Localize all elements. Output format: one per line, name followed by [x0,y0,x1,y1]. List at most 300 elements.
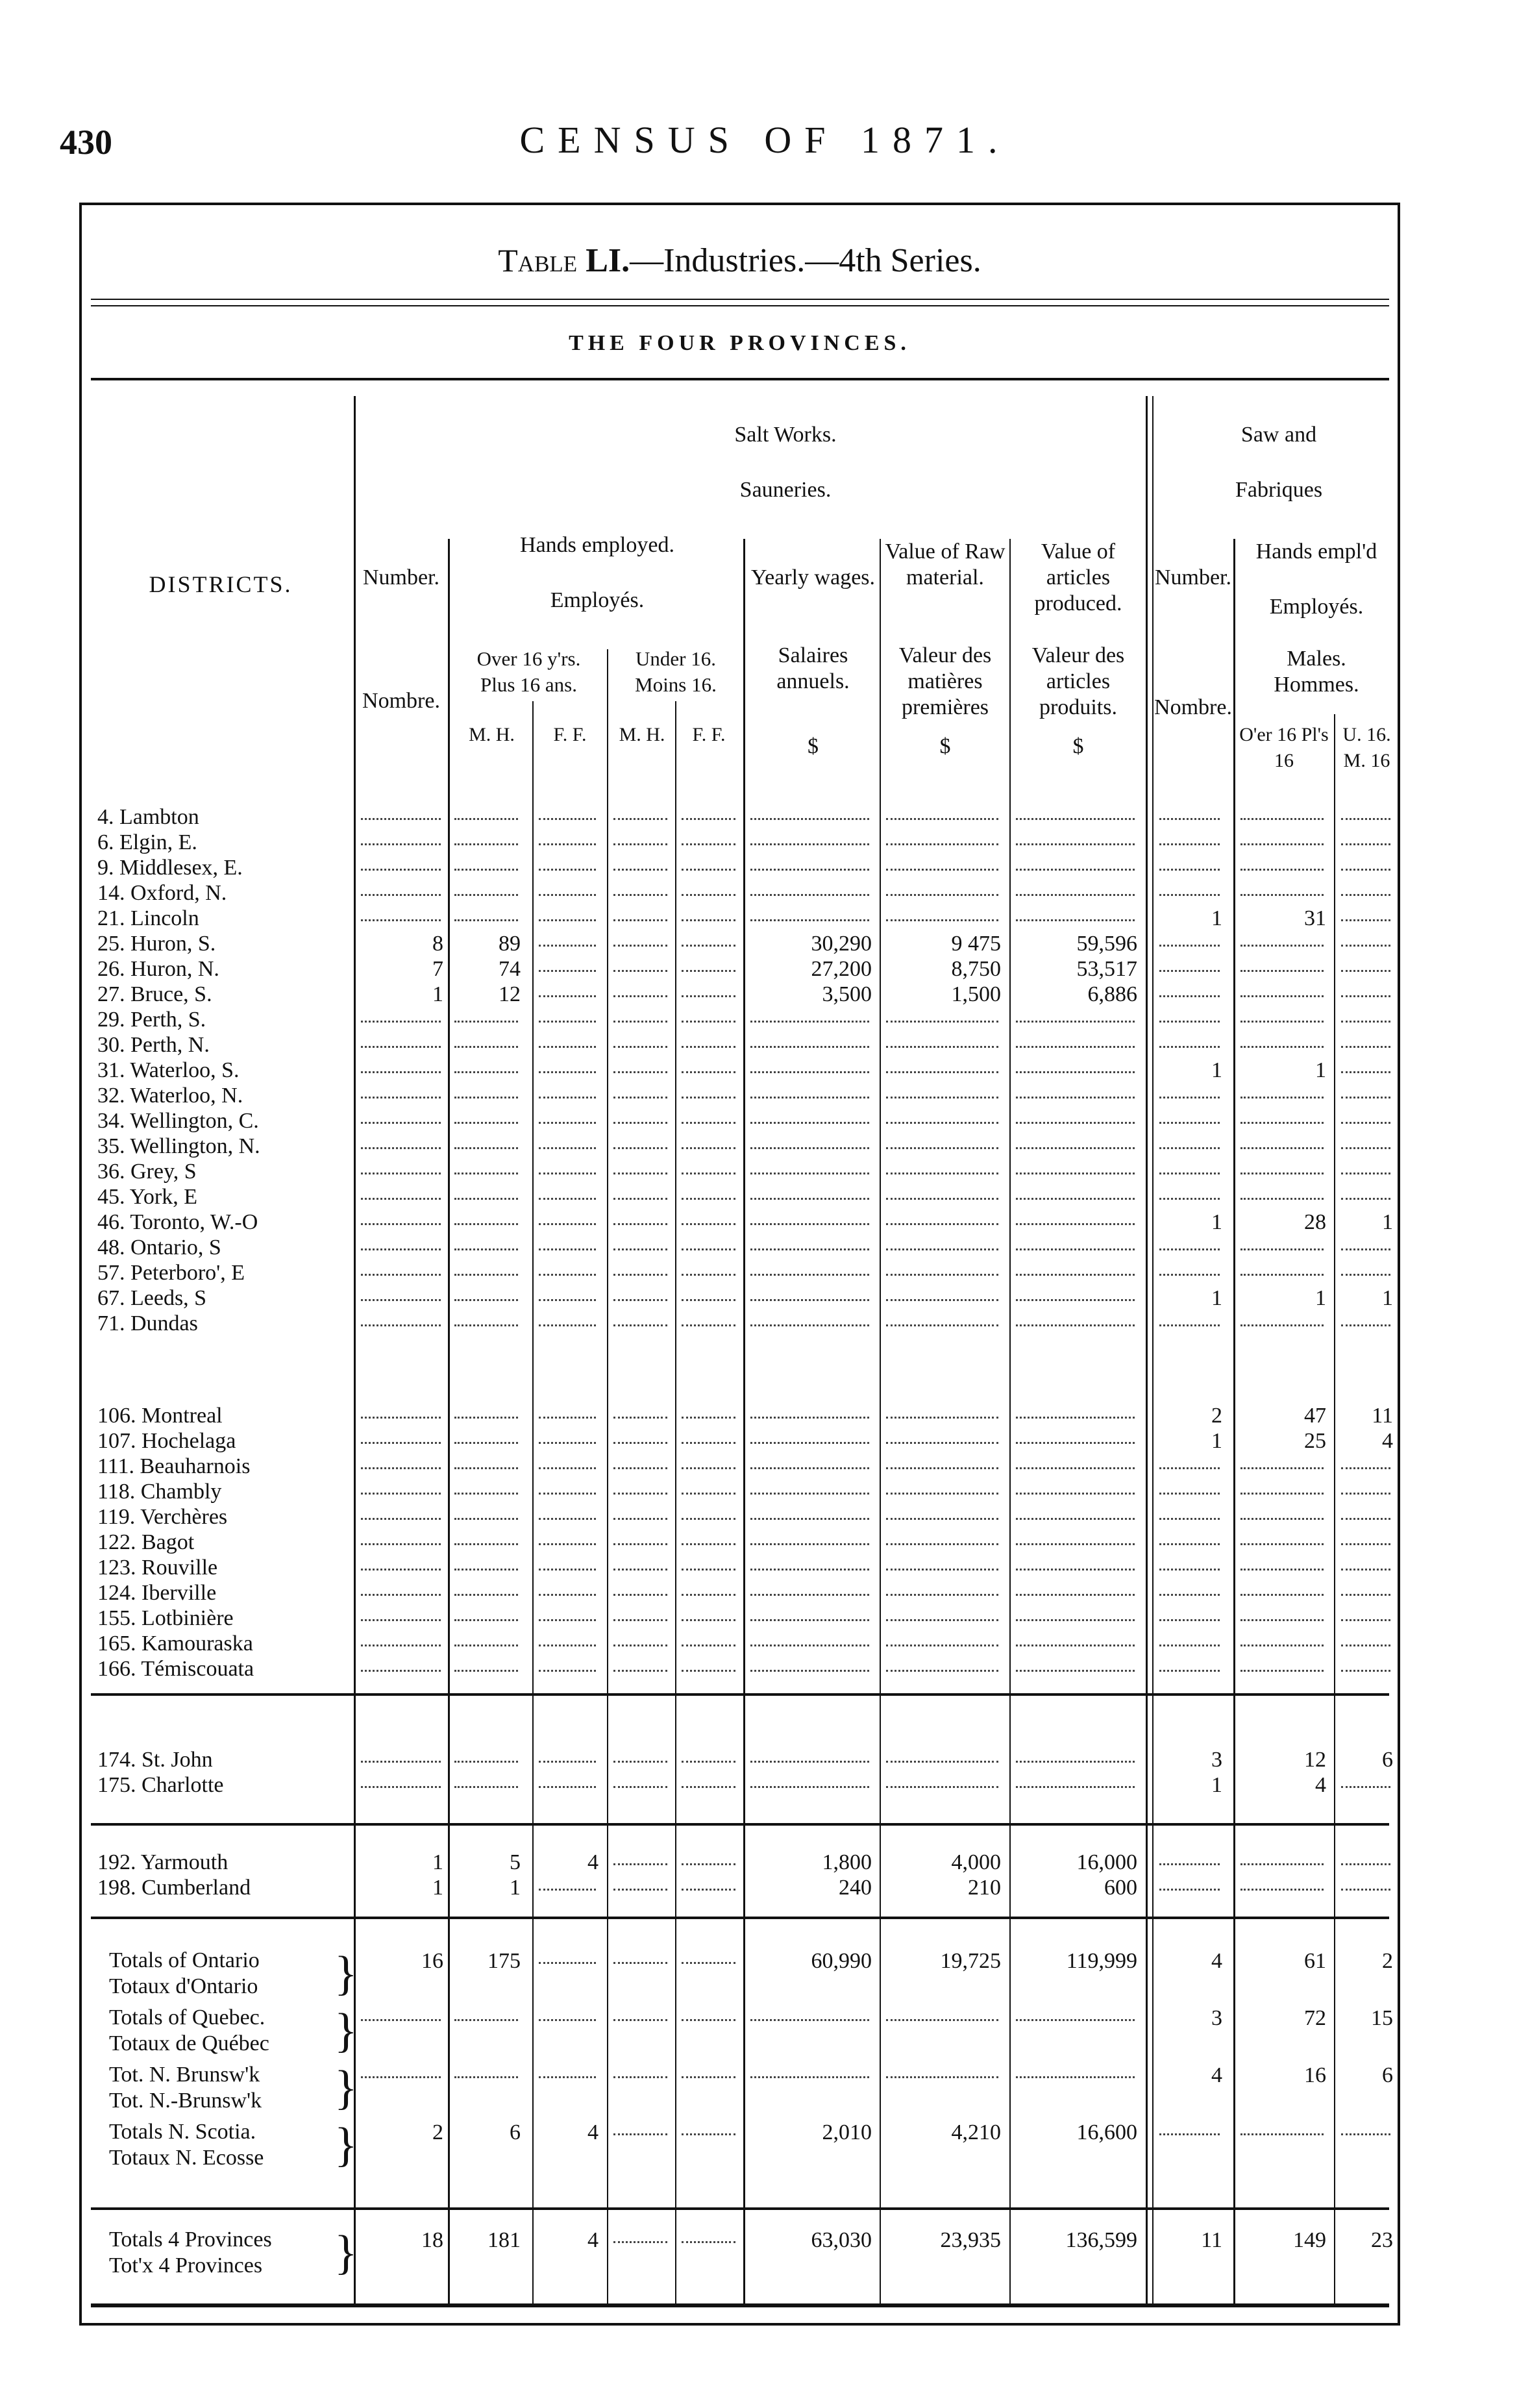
leader-dots [539,2005,596,2021]
leader-dots [1159,880,1220,896]
leader-dots [886,1772,998,1788]
leader-dots [1240,1260,1324,1276]
cell-sn: 4 [1211,1949,1222,1973]
leader-dots [1159,1554,1220,1570]
district-name: 34. Wellington, C. [97,1109,259,1133]
cell-mh: 5 [510,1850,521,1874]
leader-dots [1016,1158,1135,1174]
cell-prod: 16,600 [1076,2120,1137,2144]
leader-dots [1341,829,1390,845]
leader-dots [750,1057,869,1073]
leader-dots [613,1580,667,1596]
leader-dots [750,905,869,921]
table-row [0,930,1530,958]
cell-mh: 74 [499,957,521,981]
district-name: 26. Huron, N. [97,957,219,981]
leader-dots [454,1285,518,1301]
leader-dots [750,1580,869,1596]
leader-dots [1016,1082,1135,1098]
leader-dots [613,1605,667,1621]
district-name: 107. Hochelaga [97,1429,236,1453]
leader-dots [454,1133,518,1149]
leader-dots [1159,2119,1220,2135]
leader-dots [454,854,518,871]
district-name: 166. Témiscouata [97,1657,254,1681]
table-row [0,1656,1530,1683]
cell-mh: 12 [499,982,521,1006]
leader-dots [1341,930,1390,947]
table-row [0,1032,1530,1059]
leader-dots [539,880,596,896]
leader-dots [1240,1849,1324,1865]
leader-dots [1240,1874,1324,1891]
leader-dots [454,1656,518,1672]
cell-so: 61 [1304,1949,1326,1973]
salt-works-header: Salt Works. [734,423,837,447]
table-row [0,1529,1530,1556]
leader-dots [1240,880,1324,896]
cell-n: 7 [432,957,443,981]
district-name: 175. Charlotte [97,1773,224,1797]
table-row [0,1746,1530,1774]
cell-wages: 1,800 [822,1850,872,1874]
district-name: 31. Waterloo, S. [97,1058,240,1082]
leader-dots [682,1874,735,1891]
leader-dots [886,1108,998,1124]
leader-dots [1240,1006,1324,1023]
leader-dots [539,1057,596,1073]
leader-dots [682,1260,735,1276]
cell-su: 4 [1382,1429,1393,1453]
leader-dots [613,2062,667,2078]
leader-dots [539,1453,596,1469]
leader-dots [361,1006,441,1023]
leader-dots [539,1504,596,1520]
cell-so: 149 [1293,2228,1326,2252]
leader-dots [1341,1108,1390,1124]
leader-dots [613,981,667,997]
totals-label: Totals of Ontario Totaux d'Ontario [109,1948,260,1998]
leader-dots [539,1580,596,1596]
table-row [0,1006,1530,1034]
cell-su: 11 [1372,1404,1393,1428]
cell-su: 1 [1382,1286,1393,1310]
salaires-header: Salaires annuels. [776,643,850,693]
leader-dots [682,1158,735,1174]
leader-dots [886,1504,998,1520]
leader-dots [1016,1630,1135,1646]
hands-header: Hands employed. [520,533,674,557]
leader-dots [454,1746,518,1763]
leader-dots [1016,1032,1135,1048]
leader-dots [1341,1529,1390,1545]
ff-header: F. F. [553,724,587,745]
cell-wages: 2,010 [822,2120,872,2144]
leader-dots [361,1746,441,1763]
employes-header: Employés. [550,588,645,612]
table-row [0,829,1530,856]
leader-dots [539,854,596,871]
leader-dots [682,1082,735,1098]
leader-dots [1240,1234,1324,1250]
table-row [0,1605,1530,1632]
cell-su: 2 [1382,1949,1393,1973]
cell-su: 6 [1382,2063,1393,2087]
leader-dots [750,1260,869,1276]
leader-dots [682,1234,735,1250]
cell-so: 1 [1315,1286,1326,1310]
district-name: 14. Oxford, N. [97,881,227,905]
district-name: 57. Peterboro', E [97,1261,245,1285]
leader-dots [1016,2005,1135,2021]
table-row [0,956,1530,983]
dollar-wages: $ [808,734,819,758]
leader-dots [454,804,518,820]
mh2-header: M. H. [619,724,665,745]
leader-dots [1159,1656,1220,1672]
leader-dots [682,1057,735,1073]
leader-dots [682,905,735,921]
brace-glyph: } [334,2226,358,2279]
cell-sn: 1 [1211,1429,1222,1453]
district-name: 35. Wellington, N. [97,1134,260,1158]
leader-dots [539,1428,596,1444]
cell-prod: 16,000 [1076,1850,1137,1874]
dollar-raw: $ [939,734,951,758]
leader-dots [1016,1260,1135,1276]
leader-dots [1240,1656,1324,1672]
leader-dots [886,1184,998,1200]
leader-dots [1341,905,1390,921]
leader-dots [1159,956,1220,972]
totals-row [0,2119,1530,2171]
totals-label: Tot. N. Brunsw'k Tot. N.-Brunsw'k [109,2063,262,2113]
cell-sn: 1 [1211,1773,1222,1797]
leader-dots [1159,829,1220,845]
table-row [0,1209,1530,1236]
leader-dots [361,1158,441,1174]
cell-wages: 3,500 [822,982,872,1006]
cell-n: 1 [432,1850,443,1874]
leader-dots [1159,1032,1220,1048]
leader-dots [613,1032,667,1048]
leader-dots [1240,1184,1324,1200]
district-name: 67. Leeds, S [97,1286,207,1310]
leader-dots [682,1184,735,1200]
leader-dots [1016,1453,1135,1469]
district-name: 9. Middlesex, E. [97,856,243,880]
saw-header: Saw and [1240,423,1317,447]
leader-dots [886,1310,998,1326]
leader-dots [1159,1874,1220,1891]
leader-dots [1016,1234,1135,1250]
leader-dots [613,829,667,845]
nombre-header: Nombre. [362,689,440,713]
leader-dots [682,1402,735,1419]
leader-dots [1159,1260,1220,1276]
district-name: 6. Elgin, E. [97,830,197,854]
cell-ff: 4 [587,2120,598,2144]
leader-dots [886,804,998,820]
leader-dots [454,1158,518,1174]
leader-dots [886,1428,998,1444]
leader-dots [361,1209,441,1225]
leader-dots [1159,1082,1220,1098]
leader-dots [1240,1082,1324,1098]
leader-dots [361,1310,441,1326]
district-name: 192. Yarmouth [97,1850,228,1874]
leader-dots [361,1234,441,1250]
cell-sn: 2 [1211,1404,1222,1428]
leader-dots [1341,956,1390,972]
leader-dots [361,1504,441,1520]
leader-dots [613,1428,667,1444]
leader-dots [454,1260,518,1276]
leader-dots [682,2062,735,2078]
cell-wages: 63,030 [811,2228,872,2252]
rule [91,305,1389,306]
leader-dots [1159,930,1220,947]
table-row [0,1285,1530,1312]
leader-dots [1159,1580,1220,1596]
leader-dots [1341,1082,1390,1098]
leader-dots [1240,981,1324,997]
brace-glyph: } [334,2061,358,2115]
district-name: 46. Toronto, W.-O [97,1210,258,1234]
leader-dots [1159,1504,1220,1520]
leader-dots [750,1209,869,1225]
cell-prod: 59,596 [1076,932,1137,956]
leader-dots [613,1849,667,1865]
district-name: 25. Huron, S. [97,932,216,956]
leader-dots [1240,1453,1324,1469]
district-name: 45. York, E [97,1185,197,1209]
leader-dots [613,1402,667,1419]
leader-dots [682,1285,735,1301]
leader-dots [1159,1310,1220,1326]
leader-dots [682,1478,735,1495]
table-row [0,1057,1530,1084]
leader-dots [454,1630,518,1646]
leader-dots [1240,1529,1324,1545]
leader-dots [750,1504,869,1520]
leader-dots [613,1478,667,1495]
leader-dots [361,1057,441,1073]
table-row [0,1158,1530,1185]
leader-dots [1016,2062,1135,2078]
leader-dots [1240,956,1324,972]
leader-dots [539,1605,596,1621]
leader-dots [1016,1428,1135,1444]
table-title: Table LI.—Industries.—4th Series. [498,242,981,279]
district-name: 198. Cumberland [97,1876,251,1900]
leader-dots [682,1948,735,1964]
cell-n: 1 [432,982,443,1006]
cell-mh: 175 [487,1949,521,1973]
leader-dots [1341,2119,1390,2135]
cell-sn: 3 [1211,2006,1222,2030]
leader-dots [750,1656,869,1672]
table-row [0,1402,1530,1430]
saw-over16-header: O'er 16 Pl's 16 [1239,724,1329,771]
leader-dots [361,1032,441,1048]
district-name: 123. Rouville [97,1556,218,1580]
leader-dots [361,1554,441,1570]
district-name: 29. Perth, S. [97,1008,206,1032]
cell-su: 6 [1382,1748,1393,1772]
leader-dots [361,1260,441,1276]
leader-dots [539,981,596,997]
leader-dots [1159,1006,1220,1023]
cell-prod: 119,999 [1066,1949,1137,1973]
rule [91,2303,1389,2307]
leader-dots [1341,854,1390,871]
leader-dots [1159,804,1220,820]
cell-prod: 6,886 [1087,982,1137,1006]
leader-dots [613,1133,667,1149]
cell-wages: 27,200 [811,957,872,981]
totals-row [0,2005,1530,2057]
leader-dots [750,2062,869,2078]
leader-dots [886,1554,998,1570]
leader-dots [886,1580,998,1596]
cell-ff: 4 [587,1850,598,1874]
cell-so: 28 [1304,1210,1326,1234]
leader-dots [361,854,441,871]
leader-dots [750,1605,869,1621]
leader-dots [750,1184,869,1200]
leader-dots [1016,880,1135,896]
leader-dots [750,1032,869,1048]
cell-raw: 210 [968,1876,1001,1900]
leader-dots [539,1285,596,1301]
brace-glyph: } [334,2004,358,2057]
leader-dots [1341,1554,1390,1570]
cell-ff: 4 [587,2228,598,2252]
totals-label: Totals of Quebec. Totaux de Québec [109,2005,269,2055]
leader-dots [613,2119,667,2135]
leader-dots [539,1310,596,1326]
leader-dots [750,1133,869,1149]
leader-dots [682,956,735,972]
table-row [0,1108,1530,1135]
leader-dots [454,1772,518,1788]
leader-dots [1016,1310,1135,1326]
leader-dots [1341,1453,1390,1469]
wages-header: Yearly wages. [750,565,876,590]
cell-raw: 23,935 [940,2228,1001,2252]
leader-dots [454,1209,518,1225]
leader-dots [361,1108,441,1124]
leader-dots [1240,1310,1324,1326]
leader-dots [454,1580,518,1596]
leader-dots [613,854,667,871]
district-name: 71. Dundas [97,1311,198,1335]
leader-dots [682,1529,735,1545]
leader-dots [1016,1656,1135,1672]
leader-dots [886,1630,998,1646]
under16-header: Under 16. Moins 16. [635,647,717,696]
leader-dots [750,1006,869,1023]
leader-dots [750,1285,869,1301]
leader-dots [886,1746,998,1763]
leader-dots [750,1158,869,1174]
leader-dots [454,1529,518,1545]
leader-dots [361,829,441,845]
mh-header: M. H. [469,724,515,745]
leader-dots [1240,1133,1324,1149]
leader-dots [613,905,667,921]
leader-dots [1159,1478,1220,1495]
leader-dots [682,2119,735,2135]
rule [91,1917,1389,1919]
cell-wages: 240 [839,1876,872,1900]
leader-dots [1159,1108,1220,1124]
rule [91,299,1389,300]
cell-sn: 3 [1211,1748,1222,1772]
leader-dots [454,880,518,896]
leader-dots [682,1209,735,1225]
leader-dots [539,1402,596,1419]
leader-dots [1159,1630,1220,1646]
leader-dots [539,1082,596,1098]
leader-dots [454,2005,518,2021]
leader-dots [613,1285,667,1301]
leader-dots [539,1630,596,1646]
district-name: 174. St. John [97,1748,213,1772]
leader-dots [613,1554,667,1570]
leader-dots [682,1605,735,1621]
leader-dots [750,1478,869,1495]
leader-dots [1341,1234,1390,1250]
leader-dots [886,905,998,921]
leader-dots [750,1402,869,1419]
leader-dots [1341,1605,1390,1621]
saw-hands-header: Hands empl'd [1255,540,1377,564]
fabriques-header: Fabriques [1235,478,1323,502]
leader-dots [682,1554,735,1570]
leader-dots [886,1133,998,1149]
leader-dots [886,2005,998,2021]
leader-dots [361,1529,441,1545]
leader-dots [539,905,596,921]
sauneries-header: Sauneries. [739,478,832,502]
cell-mh: 89 [499,932,521,956]
cell-raw: 1,500 [951,982,1001,1006]
leader-dots [613,1057,667,1073]
dollar-prod: $ [1072,734,1084,758]
cell-so: 4 [1315,1773,1326,1797]
leader-dots [613,2227,667,2243]
leader-dots [750,880,869,896]
saw-number-header: Number. [1154,565,1232,590]
leader-dots [1016,1402,1135,1419]
over16-header: Over 16 y'rs. Plus 16 ans. [476,647,581,696]
leader-dots [361,905,441,921]
leader-dots [1016,829,1135,845]
leader-dots [1240,1504,1324,1520]
leader-dots [682,1504,735,1520]
table-row [0,1260,1530,1287]
totals-row [0,1948,1530,2000]
cell-n: 16 [421,1949,443,1973]
leader-dots [454,1554,518,1570]
cell-sn: 4 [1211,2063,1222,2087]
table-row [0,1504,1530,1531]
leader-dots [1159,1605,1220,1621]
leader-dots [454,1032,518,1048]
cell-n: 1 [432,1876,443,1900]
